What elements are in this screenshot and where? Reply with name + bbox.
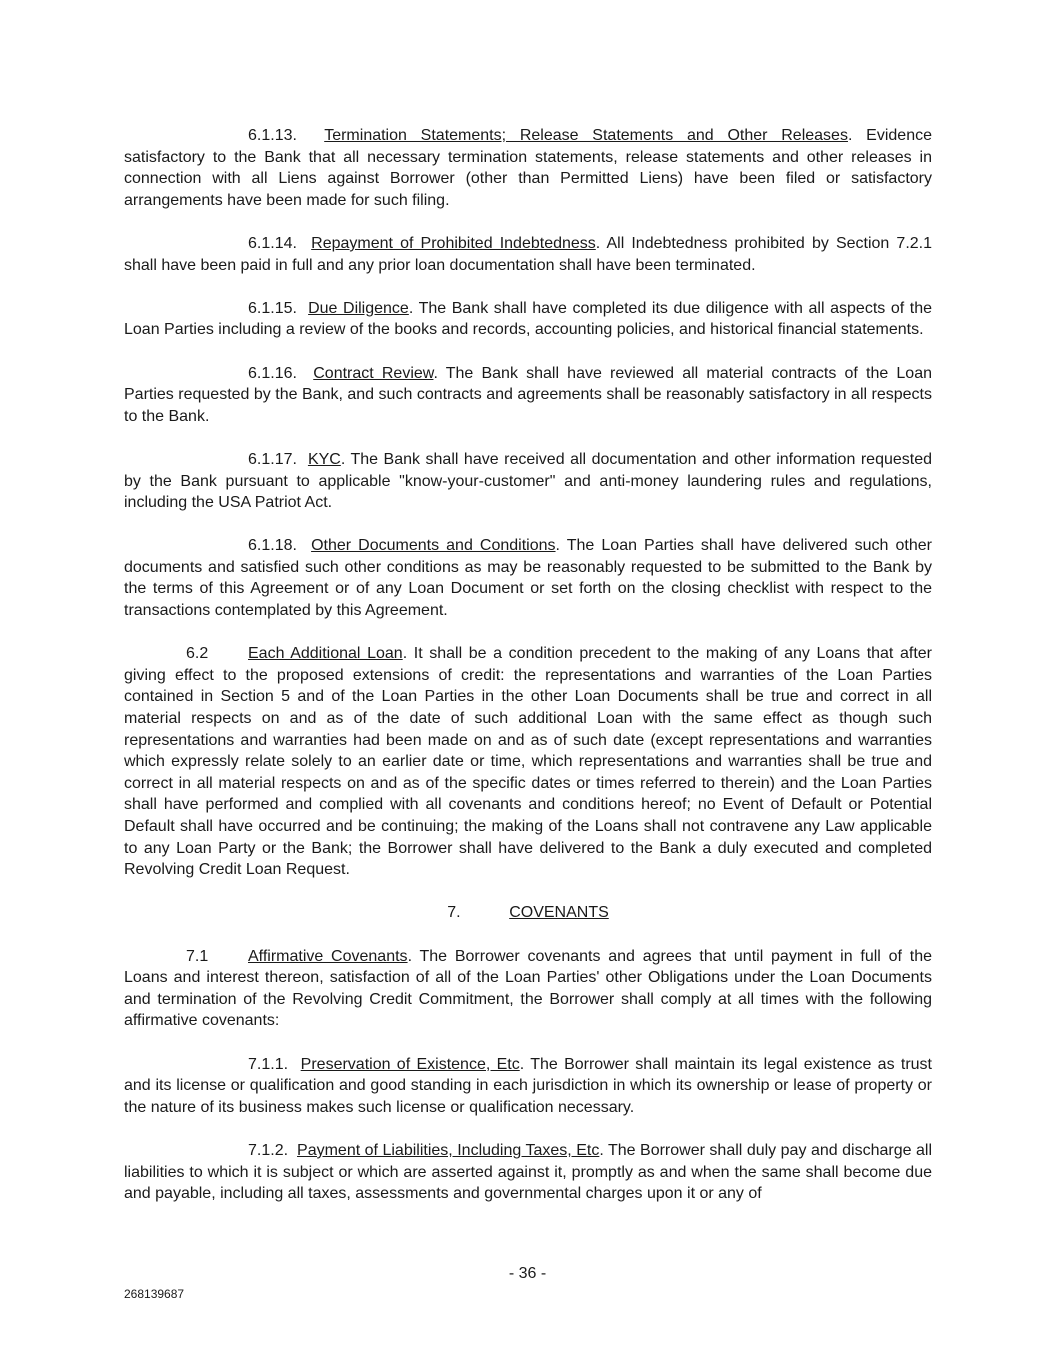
para-7-1-1 [124,1054,932,1119]
section-title: Preservation of Existence, Etc [300,1055,520,1073]
para-6-1-16 [124,363,932,428]
section-body: . It shall be a condition precedent to the making of any Loans that after giving effect to the proposed extensions of credit: the representations and warranties of the Loan Parties contained in Section 5 and of the Loan Parties in the other Loan Documents shall be true and correct in all material respects on and as of the date of such additional Loan with the same effect as though such representations and warranties had been made on and as of such date (except representations and warranties which expressly relate solely to an earlier date or time, which representations and warranties shall be true and correct in all material respects on and as of the specific dates or times referred to therein) and the Loan Parties shall have performed and complied with all covenants and conditions hereof; no Event of Default or Potential Default shall have occurred and be continuing; the making of the Loans shall not contravene any Law applicable to any Loan Party or the Bank; the Borrower shall have delivered to the Bank a duly executed and completed Revolving Credit Loan Request. [124,645,933,879]
document-body [124,125,932,1226]
section-body: . The Borrower shall maintain its legal existence as trust and its license or qualification and good standing in each jurisdiction in which its ownership or lease of property or the nature of its business makes such license or qualification necessary. [124,1055,933,1116]
section-number: 6.1.15. [248,299,297,317]
section-number: 7.1.1. [248,1055,289,1073]
article-number: 7. [447,904,461,922]
section-number: 7.1 [186,947,209,965]
section-title: Affirmative Covenants [248,947,408,965]
section-body: . All Indebtedness prohibited by Section 7.2.1 shall have been paid in full and any prior loan documentation shall have been terminated. [124,234,933,274]
section-number: 6.1.13. [248,127,297,144]
section-body: . The Borrower covenants and agrees that until payment in full of the Loans and interest thereon, satisfaction of all of the Loan Parties' other Obligations under the Loan Documents and termination of the Revolving Credit Commitment, the Borrower shall comply at all times with the following affirmative covenants: [124,947,933,1030]
section-body: . The Bank shall have reviewed all material contracts of the Loan Parties requested by the Bank, and such contracts and agreements shall be reasonably satisfactory in all respects to the Bank. [124,364,932,425]
article-title: COVENANTS [509,904,609,922]
section-title: KYC [307,450,341,468]
article-heading [124,902,932,924]
section-title: Contract Review [313,364,434,382]
section-body: . The Loan Parties shall have delivered such other documents and satisfied such other conditions as may be reasonably requested to be submitted to the Bank by the terms of this Agreement or of any Loan Document or set forth on the closing checklist with respect to the transactions contemplated by this Agreement. [124,537,932,620]
section-body: . Evidence satisfactory to the Bank that all necessary termination statements, release statements and other releases in connection with all Liens against Borrower (other than Permitted Liens) have been filed or satisfactory arrangements have been made for such filing. [124,127,933,209]
section-body: . The Bank shall have completed its due diligence with all aspects of the Loan Parties including a review of the books and records, accounting policies, and historical financial statements. [124,299,933,339]
para-7-1-2 [124,1140,932,1205]
section-number: 6.1.18. [248,537,297,555]
para-6-1-18 [124,535,932,621]
section-title: Each Additional Loan [248,645,403,663]
section-title: Payment of Liabilities, Including Taxes, Etc [297,1141,600,1159]
section-title: Repayment of Prohibited Indebtedness [311,234,596,252]
section-title: Due Diligence [308,299,409,317]
section-body: . The Bank shall have received all documentation and other information requested by the Bank pursuant to applicable "know-your-customer" and anti-money laundering rules and regulations, including the USA Patriot Act. [124,450,933,512]
section-title: Other Documents and Conditions [311,537,556,555]
para-7-1 [124,946,932,1032]
section-title: Termination Statements; Release Statements and Other Releases [324,127,848,144]
section-number: 7.1.2. [248,1141,289,1159]
section-number: 6.1.16. [248,364,297,382]
section-number: 6.1.14. [248,234,297,252]
para-6-1-15 [124,298,932,341]
section-number: 6.2 [186,645,209,663]
para-6-1-17 [124,449,932,514]
document-id: 268139687 [124,1287,185,1301]
para-6-2 [124,643,932,881]
section-body: . The Borrower shall duly pay and discharge all liabilities to which it is subject or which are asserted against it, promptly as and when the same shall become due and payable, including all taxes, assessments and governmental charges upon it or any of [124,1141,933,1203]
para-6-1-14 [124,233,932,276]
section-number: 6.1.17. [248,450,297,468]
page-number: - 36 - [508,1265,547,1282]
para-6-1-13 [124,125,932,211]
